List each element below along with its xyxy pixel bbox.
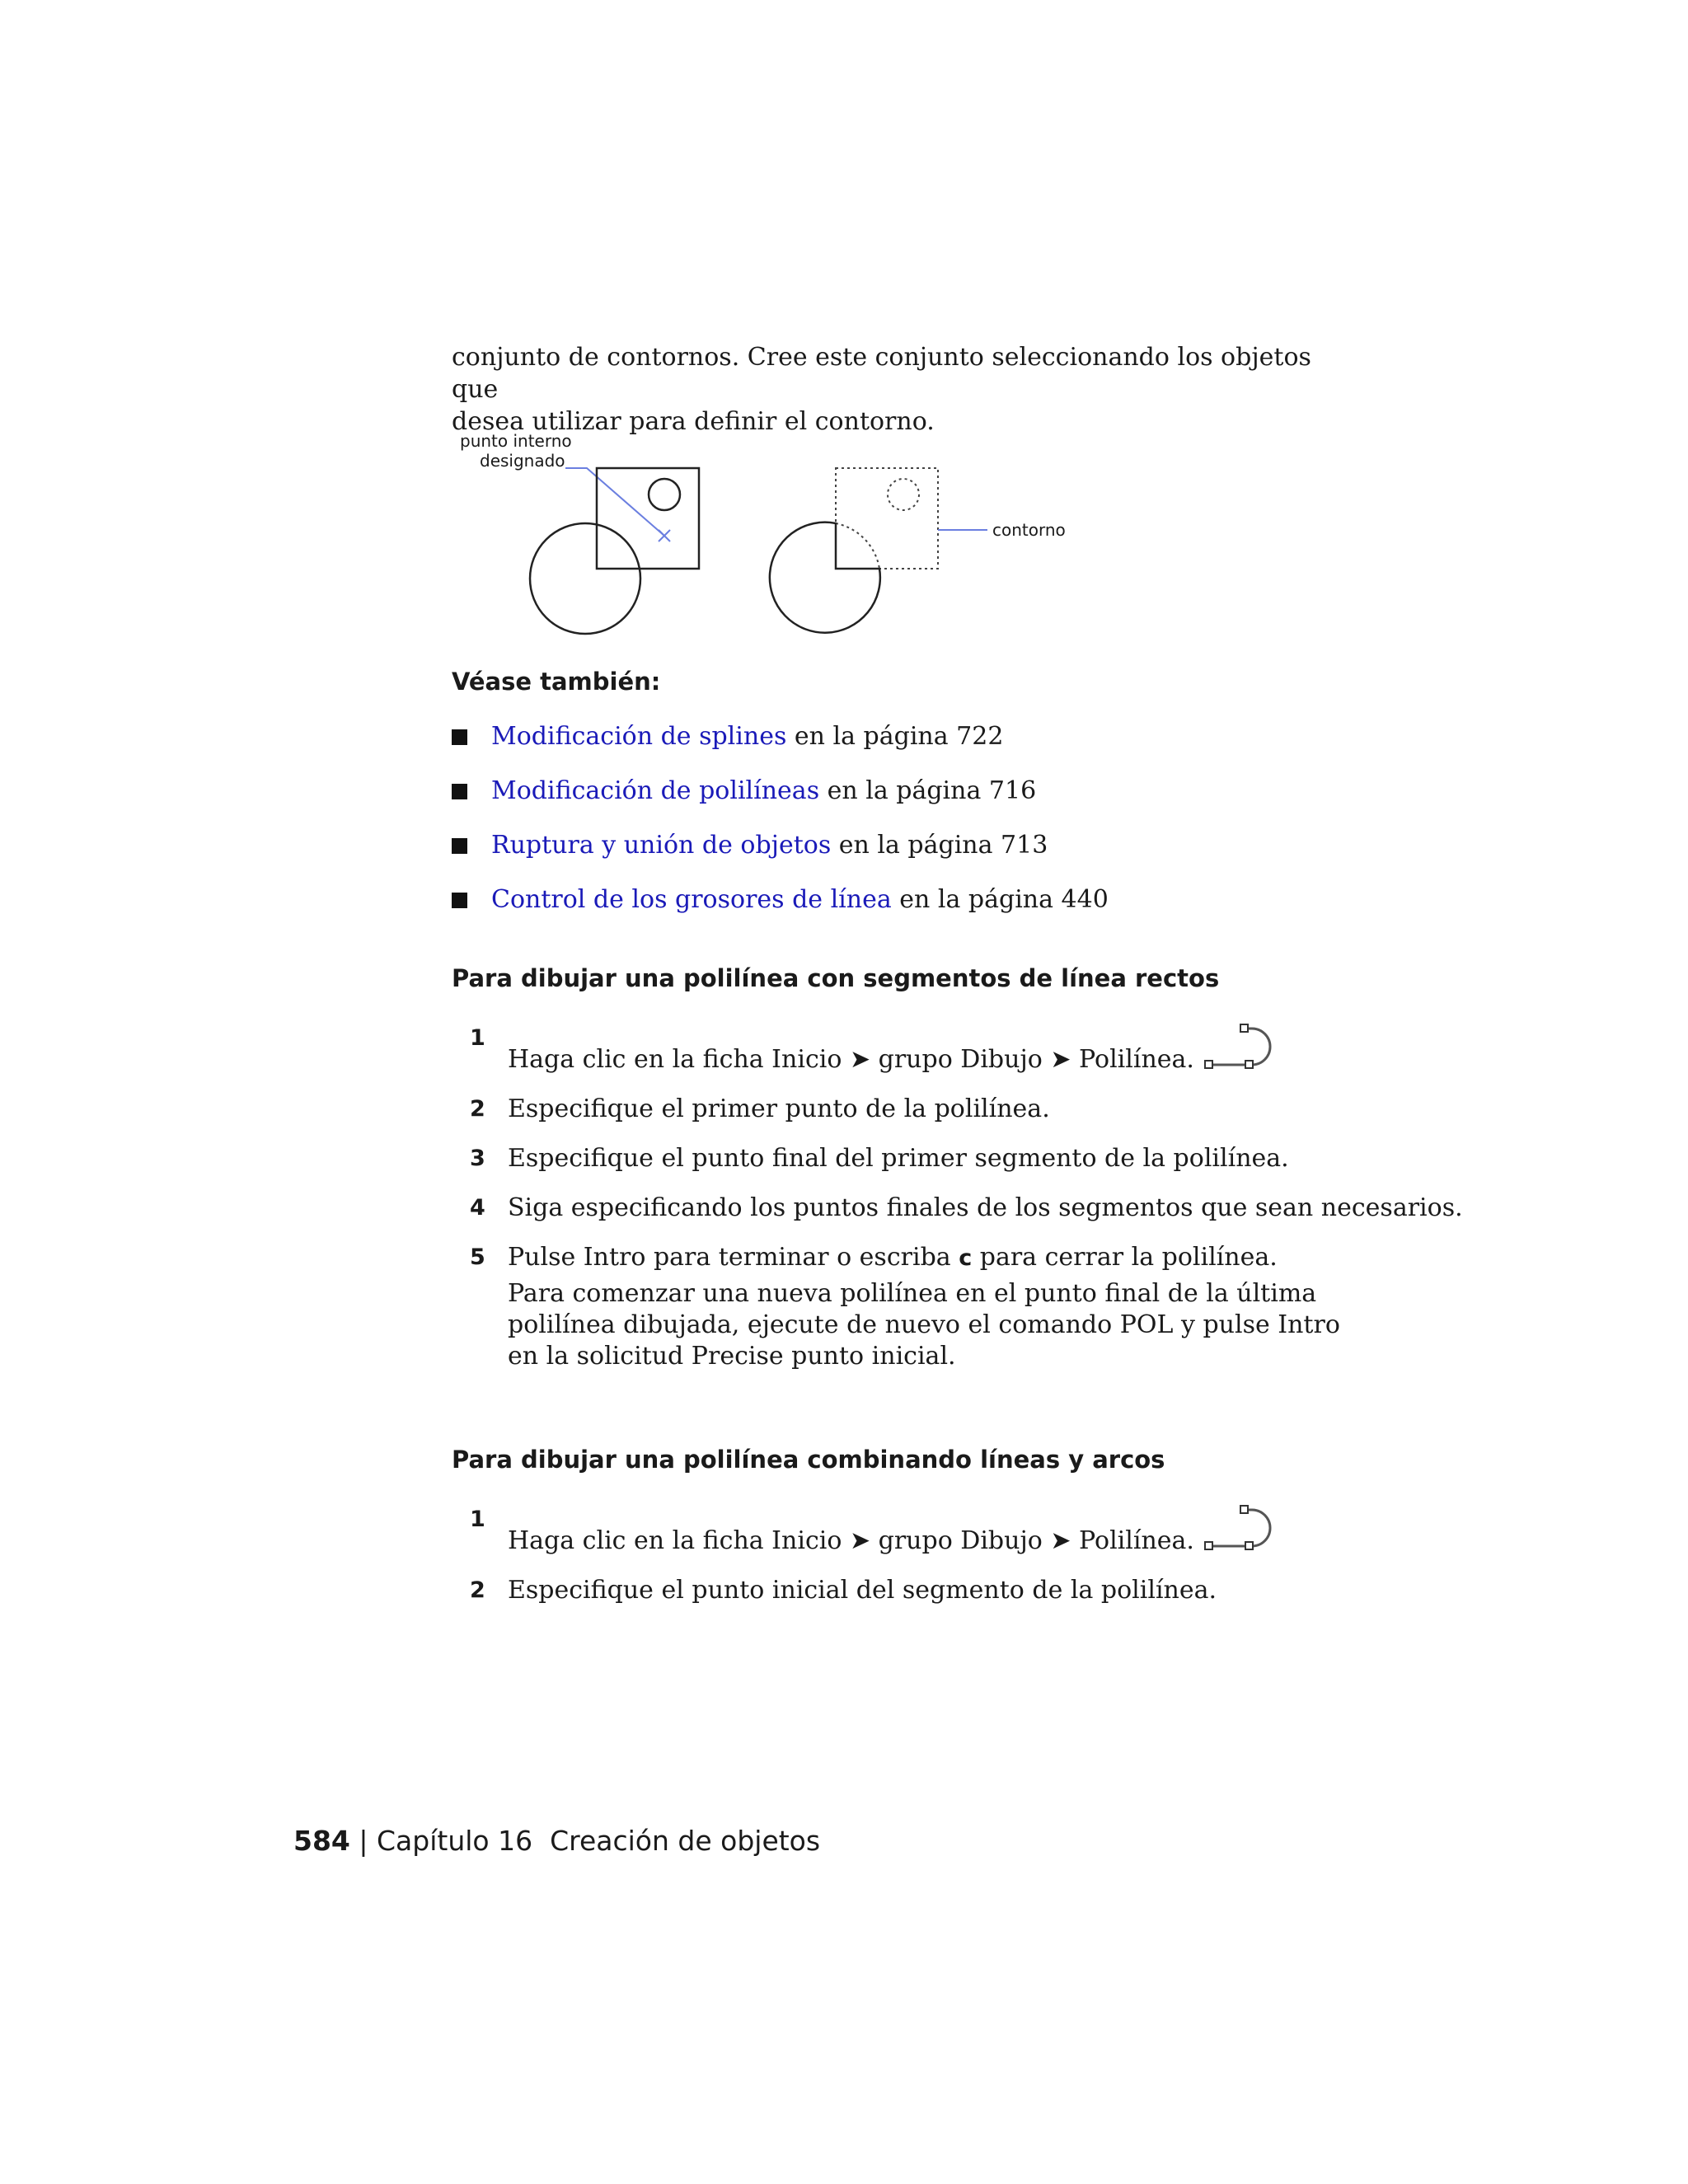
square-bullet-icon [452, 893, 467, 908]
see-also-heading: Véase también: [452, 668, 661, 696]
left-large-circle [530, 523, 640, 634]
link-break-join[interactable]: Ruptura y unión de objetos [491, 831, 832, 860]
intro-paragraph [452, 341, 1325, 438]
boundary-figure [452, 429, 1078, 643]
right-small-circle-dotted [888, 479, 919, 510]
step-note: Para comenzar una nueva polilínea en el punto final de la última polilínea dibujada, ejecute de nuevo el comando POL y pulse Intro en la solicitud Precise punto inicial. [508, 1279, 1340, 1371]
page-number: 584 [293, 1825, 350, 1857]
see-also-list [452, 719, 1109, 936]
step-item [452, 1503, 1358, 1558]
label-point-line1: punto interno [460, 431, 572, 451]
section1-heading: Para dibujar una polilínea con segmentos de línea rectos [452, 964, 1220, 992]
right-arc-dotted [836, 523, 879, 569]
intro-line-1: conjunto de contornos. Cree este conjunto seleccionando los objetos que [452, 343, 1311, 404]
list-item [452, 773, 1109, 827]
square-bullet-icon [452, 784, 467, 799]
step-item [452, 1093, 1358, 1126]
boundary-outline [770, 523, 880, 633]
label-point-line2: designado [480, 451, 565, 471]
link-polylines[interactable]: Modificación de polilíneas [491, 776, 820, 805]
list-item [452, 827, 1109, 882]
chapter-label: Capítulo 16 [377, 1825, 533, 1857]
step-item [452, 1192, 1463, 1225]
intro-line-2: desea utilizar para definir el contorno. [452, 407, 935, 436]
list-item [452, 882, 1109, 936]
step-number: 1 [470, 1025, 485, 1051]
link-splines[interactable]: Modificación de splines [491, 722, 787, 751]
step-number: 1 [470, 1507, 485, 1532]
step-text: Haga clic en la ficha Inicio ➤ grupo Dibujo ➤ Polilínea. [508, 1526, 1194, 1555]
step-text: Especifique el punto final del primer segmento de la polilínea. [508, 1144, 1289, 1173]
page-ref: en la página 440 [891, 885, 1109, 914]
step-number: 3 [470, 1146, 485, 1171]
step-item [452, 1022, 1358, 1076]
step-text-after: para cerrar la polilínea. [972, 1243, 1278, 1272]
step-number: 2 [470, 1096, 485, 1122]
page-ref: en la página 722 [786, 722, 1004, 751]
section2-heading: Para dibujar una polilínea combinando líneas y arcos [452, 1446, 1165, 1474]
key-letter: c [959, 1245, 973, 1271]
step-item [452, 1142, 1358, 1175]
chapter-title: Creación de objetos [550, 1825, 821, 1857]
section2-steps [452, 1503, 1358, 1624]
footer-separator: | [359, 1825, 368, 1857]
page-footer [293, 1825, 820, 1857]
square-bullet-icon [452, 838, 467, 854]
label-boundary: contorno [992, 520, 1066, 540]
square-bullet-icon [452, 729, 467, 745]
polyline-icon [1203, 1503, 1278, 1558]
link-lineweights[interactable]: Control de los grosores de línea [491, 885, 892, 914]
step-number: 5 [470, 1244, 485, 1270]
section1-steps [452, 1022, 1463, 1389]
step-text: Especifique el primer punto de la polilínea. [508, 1094, 1050, 1123]
page-ref: en la página 713 [831, 831, 1048, 860]
step-text: Haga clic en la ficha Inicio ➤ grupo Dibujo ➤ Polilínea. [508, 1045, 1194, 1074]
step-number: 4 [470, 1195, 485, 1221]
polyline-icon [1203, 1022, 1278, 1076]
left-square [597, 468, 699, 569]
step-item [452, 1574, 1358, 1607]
page-ref: en la página 716 [819, 776, 1037, 805]
right-square-dotted [836, 468, 938, 569]
step-text: Especifique el punto inicial del segmento de la polilínea. [508, 1576, 1217, 1605]
left-small-circle [649, 479, 680, 510]
step-item [452, 1241, 1358, 1372]
step-number: 2 [470, 1577, 485, 1603]
list-item [452, 719, 1109, 773]
step-text-before: Pulse Intro para terminar o escriba [508, 1243, 959, 1272]
step-text: Siga especificando los puntos finales de los segmentos que sean necesarios. [508, 1193, 1463, 1222]
boundary-diagram [452, 429, 1078, 643]
